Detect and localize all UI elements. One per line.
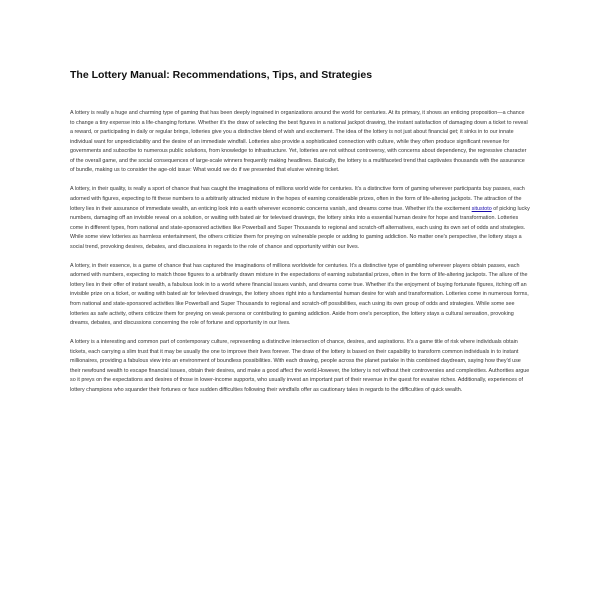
article-paragraph-4: A lottery is a interesting and common part of contemporary culture, representing a distinctive intersection of chance, desires, and aspirations. It's a game title of risk where individuals obtain tickets, each carrying a slim trust that it may be usually the one to improve their lives forever. The draw of the lottery is based on their capability to transform common individuals in to instant millionaires, providing a fabulous view into an environment of boundless possibilities. With each drawing, people across the planet partake in this combined daydream, saying how they'd use their newfound wealth to escape financial issues, obtain their desires, and make a good affect the world.However, the lottery is not without their controversies and complexities. Authorities argue so it preys on the expectations and desires of those in lower-income supports, who usually invest an important part of their revenue in the quest for evasive riches. Additionally, experiences of lottery champions who squander their fortunes or face sudden difficulties following their windfalls offer as cautionary tales in regards to the difficulties of quick wealth. (70, 339, 530, 393)
article-title: The Lottery Manual: Recommendations, Tips, and Strategies (70, 69, 373, 81)
paragraph-2-text-start: A lottery, in their quality, is really a sport of chance that has caught the imaginations of millions world wide for centuries. It's a distinctive form of gaming wherever participants buy passes, each adorned with figures, expecting to fit these numbers to a arbitrarily attracted mixture in the hopes of earning considerable prizes, often in the form of life-altering jackpots. The attraction of the lottery lies in their assurance of immediate wealth, an enticing look into a earth wherever economic concerns vanish, and dreams come true. Whether it's the excitement (70, 186, 525, 212)
article-paragraph-3: A lottery, in their essence, is a game of chance that has captured the imaginations of millions worldwide for centuries. It's a distinctive type of gambling wherever players obtain passes, each adorned with numbers, expecting to match those figures to a arbitrarily drawn mixture in the expectations of earning substantial prizes, often in the form of life-altering jackpots. The allure of the lottery lies in their offer of instant wealth, a fabulous look in to a world where financial issues vanish, and dreams come true. Whether it's the enjoyment of buying fortunate figures, itching off an invisible prize on a ticket, or waiting with bated air for televised drawings, the lottery shoes right into a fundamental human desire for wish and transformation. Lotteries come in numerous forms, from national and state-sponsored activities like Powerball and Super Thousands to regional and scratch-off possibilities, each using its own group of odds and strategies. While some see lotteries as safe activity, others criticize them for preying on weak persons or contributing to gaming addiction. Aside from one's perception, the lottery stays a cultural sensation, provoking dreams, debates, and discussions concerning the role of fortune and opportunity in our lives. (70, 262, 529, 327)
paragraph-2-text-end: of picking lucky numbers, damaging off an invisible reveal on a solution, or waiting with bated air for televised drawings, the lottery sinks into a essential human desire for hope and transformation. Lotteries come in different types, from national and state-sponsored activities like Powerball and Super Thousands to regional and scratch-off alternatives, each using its own set of odds and strategies. While some view lotteries as harmless entertainment, the others criticize them for preying on vulnerable people or adding to gaming addiction. No matter one's perspective, the lottery stays a social trend, provoking desires, debates, and discussions in regards to the role of chance and opportunity within our lives. (70, 205, 530, 250)
article (70, 68, 530, 405)
situstoto-link[interactable]: situstoto (471, 205, 492, 212)
article-paragraph-1: A lottery is really a huge and charming type of gaming that has been deeply ingrained in organizations around the world for centuries. At its primary, it shows an enticing proposition—a chance to change a tiny expense into a life-changing fortune. Whether it's the draw of selecting the best figures in a national jackpot drawing, the instant satisfaction of damaging down a ticket to reveal a reward, or participating in daily or regular brings, lotteries give you a distinctive blend of wish and excitement. The idea of the lottery is not just about financial get; it sinks in to our innate individual want for unpredictability and the desire of an immediate windfall. Lotteries also provide a sophisticated connection with culture, while they often produce significant revenue for governments and subscribe to numerous public solutions, from knowledge to infrastructure. Yet, lotteries are not without controversy, with concerns about dependency, the regressive character of the overall game, and the social consequences of large-scale winners frequently making headlines. Basically, the lottery is a multifaceted trend that captivates thousands with the assurance of bundle, making us to consider the age-old issue: What would we do if we presented that elusive winning ticket. (70, 110, 528, 174)
article-paragraph-2 (70, 185, 530, 252)
